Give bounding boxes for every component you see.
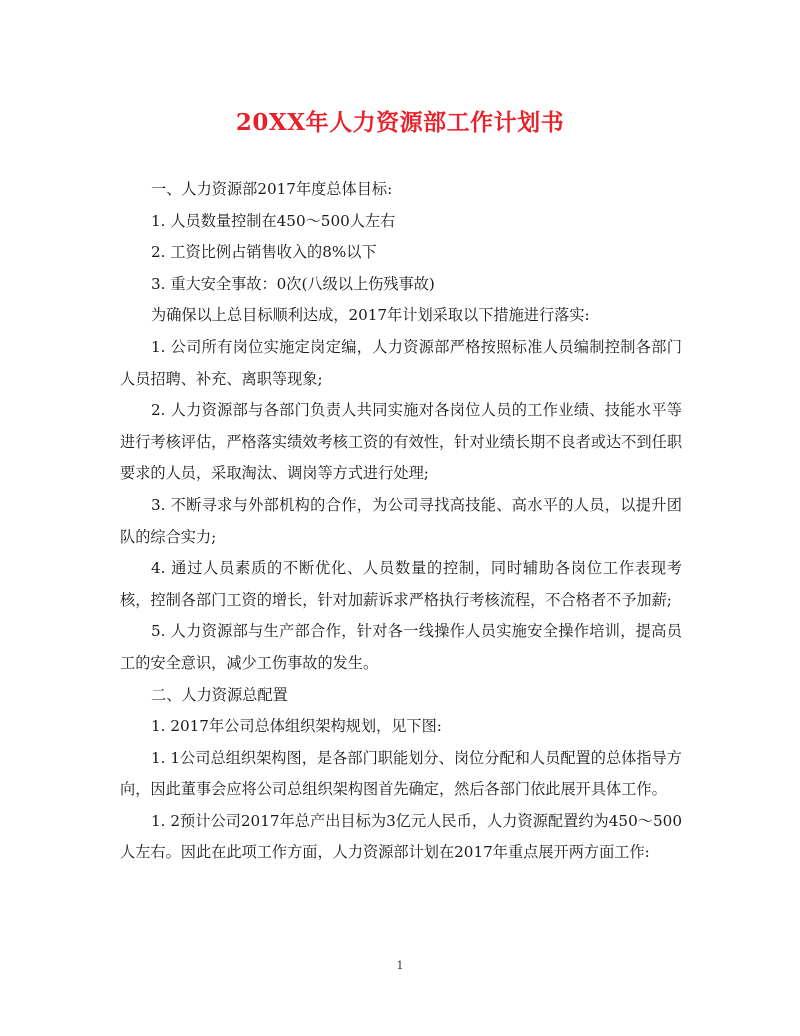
document-title: 20XX年人力资源部工作计划书 <box>235 109 565 136</box>
section-heading-allocation: 二、人力资源总配置 <box>151 685 288 704</box>
goal-item-wage-ratio: 2. 工资比例占销售收入的8%以下 <box>151 243 377 262</box>
document-body <box>120 174 682 869</box>
measure-item-3: 3. 不断寻求与外部机构的合作，为公司寻找高技能、高水平的人员，以提升团队的综合实力; <box>120 495 682 546</box>
measure-item-2: 2. 人力资源部与各部门负责人共同实施对各岗位人员的工作业绩、技能水平等进行考核评估，严格落实绩效考核工资的有效性，针对业绩长期不良者或达不到任职要求的人员，采取淘汰、调岗等方式进行处理; <box>120 401 682 483</box>
measure-item-4: 4. 通过人员素质的不断优化、人员数量的控制，同时辅助各岗位工作表现考核，控制各部门工资的增长，针对加薪诉求严格执行考核流程，不合格者不予加薪; <box>120 559 682 609</box>
page-number: 1 <box>396 959 404 972</box>
measure-item-5: 5. 人力资源部与生产部合作，针对各一线操作人员实施安全操作培训，提高员工的安全意识，减少工伤事故的发生。 <box>120 622 682 672</box>
goal-item-headcount: 1. 人员数量控制在450～500人左右 <box>151 211 396 230</box>
measures-intro: 为确保以上总目标顺利达成，2017年计划采取以下措施进行落实: <box>151 306 590 325</box>
subsection-org-chart: 1. 1公司总组织架构图，是各部门职能划分、岗位分配和人员配置的总体指导方向，因此董事会应将公司总组织架构图首先确定，然后各部门依此展开具体工作。 <box>120 748 682 799</box>
subsection-org-structure: 1. 2017年公司总体组织架构规划，见下图: <box>151 717 442 736</box>
measure-item-1: 1. 公司所有岗位实施定岗定编，人力资源部严格按照标准人员编制控制各部门人员招聘、补充、离职等现象; <box>120 337 682 388</box>
subsection-output-target: 1. 2预计公司2017年总产出目标为3亿元人民币，人力资源配置约为450～500人左右。因此在此项工作方面，人力资源部计划在2017年重点展开两方面工作: <box>120 811 682 862</box>
section-heading-goals: 一、人力资源部2017年度总体目标: <box>151 180 393 198</box>
goal-item-safety: 3. 重大安全事故：0次(八级以上伤残事故) <box>151 274 435 293</box>
